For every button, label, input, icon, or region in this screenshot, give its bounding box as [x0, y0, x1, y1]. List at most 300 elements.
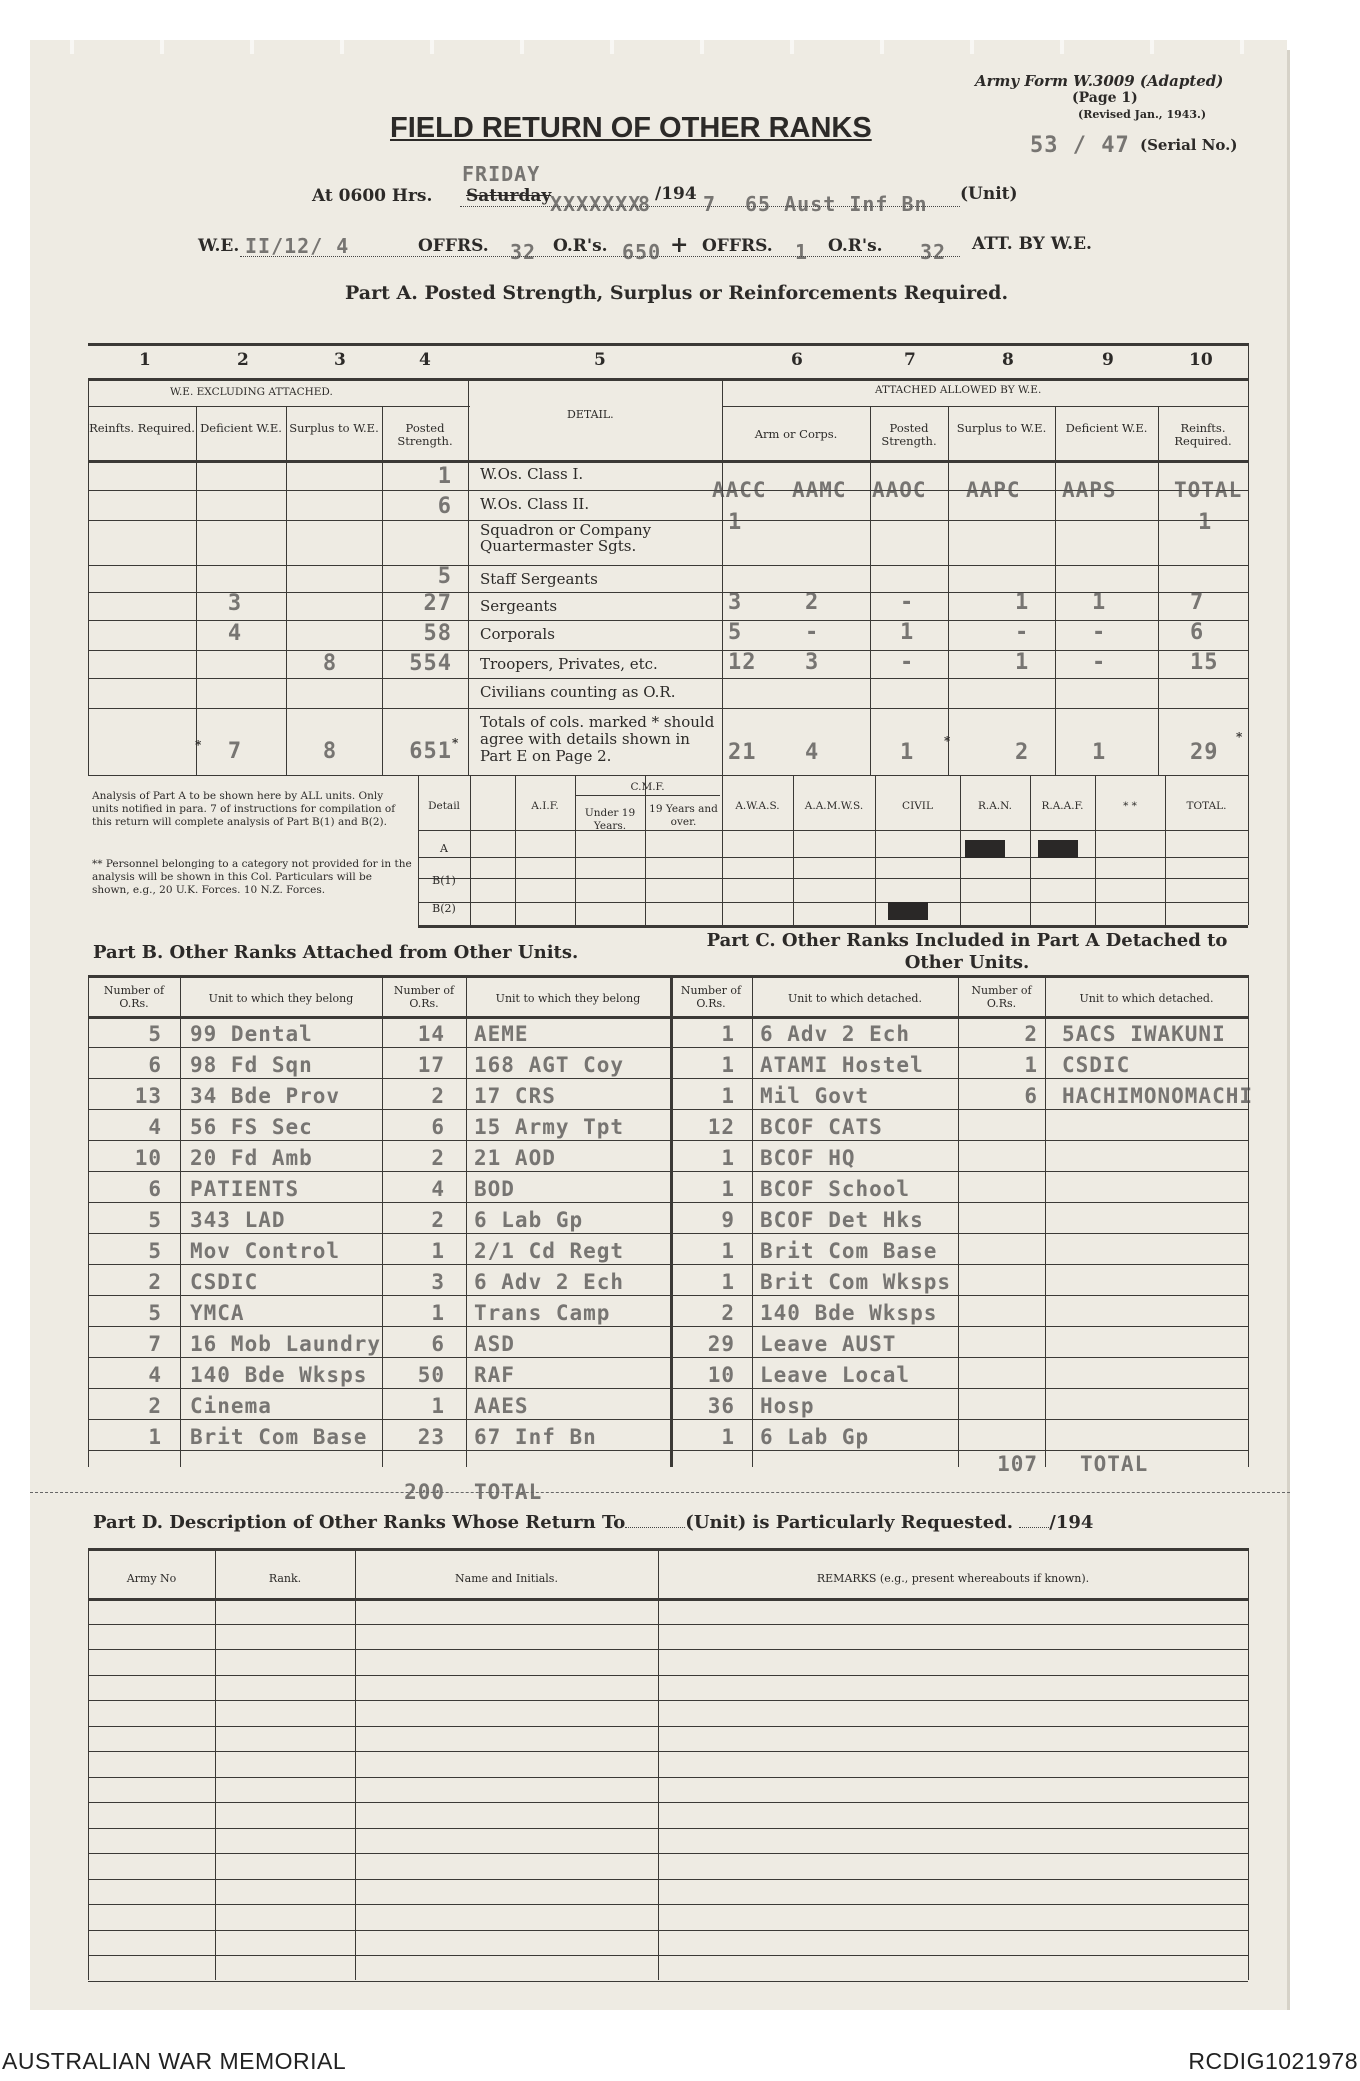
- count-typed: 1: [148, 1425, 162, 1449]
- offrs-typed: 32: [510, 240, 537, 264]
- form-title: FIELD RETURN OF OTHER RANKS: [390, 112, 872, 144]
- attached-value: -: [1015, 620, 1030, 645]
- rule: [875, 775, 876, 925]
- rule: [1248, 1548, 1249, 1980]
- column-header: Posted Strength.: [397, 421, 453, 448]
- rule: [88, 1357, 1248, 1358]
- rule: [88, 1233, 1248, 1234]
- rule: [88, 1981, 1248, 1982]
- unit-typed: Cinema: [190, 1394, 272, 1418]
- attached-value: 1: [1015, 590, 1030, 615]
- unit-typed: 99 Dental: [190, 1022, 313, 1046]
- rule: [88, 1675, 1248, 1676]
- bc-column-header: Number of O.Rs.: [971, 984, 1032, 1010]
- attached-value: 29: [1190, 740, 1219, 765]
- posted-strength-value: 27: [423, 591, 452, 616]
- unit-typed: 98 Fd Sqn: [190, 1053, 313, 1077]
- rule: [88, 975, 89, 1467]
- attached-value: 1: [900, 740, 915, 765]
- rule: [88, 1649, 1248, 1650]
- rule: [88, 1078, 1248, 1079]
- rule: [286, 406, 287, 775]
- detail-row-label: Civilians counting as O.R.: [480, 683, 676, 701]
- rule: [1165, 775, 1166, 925]
- rule: [88, 1264, 1248, 1265]
- posted-strength-value: 651: [409, 739, 452, 764]
- analysis-row-label: A: [440, 842, 448, 855]
- rule: [88, 1047, 1248, 1048]
- column-header: Surplus to W.E.: [956, 421, 1047, 435]
- count-typed: 2: [431, 1084, 445, 1108]
- count-typed: 13: [134, 1084, 162, 1108]
- count-typed: 50: [417, 1363, 445, 1387]
- count-typed: 1: [721, 1270, 735, 1294]
- count-typed: 9: [721, 1208, 735, 1232]
- rule: [88, 1879, 1248, 1880]
- rule: [722, 406, 1248, 407]
- part-b-heading: Part B. Other Ranks Attached from Other Units.: [93, 942, 579, 963]
- arm-corps-typed: AAPS: [1062, 478, 1117, 502]
- rule: [88, 1548, 1248, 1551]
- detail-row-label: Totals of cols. marked * should agree with details shown in Part E on Page 2.: [480, 713, 715, 765]
- unit-typed: Mil Govt: [760, 1084, 870, 1108]
- column-number: 8: [1002, 350, 1014, 370]
- rule: [1248, 775, 1249, 925]
- group-we-excluding: W.E. EXCLUDING ATTACHED.: [170, 386, 333, 398]
- unit-typed: CSDIC: [1062, 1053, 1131, 1077]
- detail-row-label: Staff Sergeants: [480, 570, 598, 588]
- unit-typed: 56 FS Sec: [190, 1115, 313, 1139]
- rule: [88, 1326, 1248, 1327]
- posted-strength-value: 58: [423, 621, 452, 646]
- star-mark: *: [944, 734, 951, 748]
- attached-value: 7: [1190, 590, 1205, 615]
- attached-value: -: [1092, 650, 1107, 675]
- rule: [418, 830, 1248, 831]
- bc-column-header: Number of O.Rs.: [393, 984, 455, 1010]
- count-typed: 6: [1024, 1084, 1038, 1108]
- unit-typed: 5ACS IWAKUNI: [1062, 1022, 1226, 1046]
- attached-value: -: [805, 620, 820, 645]
- we-typed: II/12/ 4: [245, 234, 350, 258]
- unit-typed: AEME: [474, 1022, 529, 1046]
- army-form-number: Army Form W.3009 (Adapted): [975, 72, 1224, 90]
- rule: [418, 902, 1248, 903]
- count-typed: 6: [148, 1053, 162, 1077]
- unit-typed: Mov Control: [190, 1239, 341, 1263]
- unit-typed: CSDIC: [190, 1270, 259, 1294]
- rule: [793, 775, 794, 925]
- arm-corps-typed: AAOC: [872, 478, 927, 502]
- rule: [88, 1777, 1248, 1778]
- rule: [88, 1140, 1248, 1141]
- rule: [88, 1295, 1248, 1296]
- count-typed: 23: [417, 1425, 445, 1449]
- category-note: ** Personnel belonging to a category not provided for in the analysis will be shown in this Col. Particulars will be shown, e.g., 20 U.K. Forces. 10 N.Z. Forces.: [92, 858, 412, 896]
- rule: [88, 460, 1248, 463]
- column-header: Posted Strength.: [881, 421, 937, 448]
- offrs-label: OFFRS.: [418, 236, 489, 256]
- count-typed: 2: [431, 1146, 445, 1170]
- total-label-typed: TOTAL: [1080, 1452, 1149, 1476]
- rule: [1055, 406, 1056, 775]
- unit-typed: BCOF HQ: [760, 1146, 856, 1170]
- unit-typed: 6 Lab Gp: [760, 1425, 870, 1449]
- detail-row-label: Corporals: [480, 625, 555, 643]
- arm-corps-typed: AACC: [712, 478, 767, 502]
- count-typed: 3: [431, 1270, 445, 1294]
- unit-typed: YMCA: [190, 1301, 245, 1325]
- analysis-header: R.A.N.: [977, 800, 1013, 812]
- count-typed: 1: [721, 1177, 735, 1201]
- rule: [752, 975, 753, 1467]
- arm-corps-typed: AAPC: [966, 478, 1021, 502]
- attached-value: 1: [900, 620, 915, 645]
- rule: [88, 1016, 1248, 1019]
- bc-column-header: Unit to which detached.: [1079, 992, 1214, 1005]
- count-typed: 6: [431, 1332, 445, 1356]
- count-typed: 1: [721, 1084, 735, 1108]
- serial-label: (Serial No.): [1140, 136, 1238, 154]
- deficient-value: 7: [227, 739, 243, 764]
- detail-row-label: Sergeants: [480, 597, 558, 615]
- detail-row-label: Squadron or Company Quartermaster Sgts.: [480, 521, 652, 555]
- analysis-header: R.A.A.F.: [1041, 800, 1084, 812]
- surplus-value: 8: [322, 651, 338, 676]
- rule: [88, 678, 1248, 679]
- column-header: Reinfts. Required.: [89, 421, 195, 435]
- rule: [1045, 975, 1046, 1467]
- column-header: Arm or Corps.: [754, 427, 838, 441]
- star-mark: *: [1236, 730, 1243, 744]
- total-typed: 107: [997, 1452, 1038, 1476]
- attached-value: 1: [1092, 590, 1107, 615]
- unit-typed: RAF: [474, 1363, 515, 1387]
- fold-line: [30, 1492, 1290, 1493]
- count-typed: 1: [431, 1239, 445, 1263]
- analysis-header: * *: [1123, 800, 1137, 812]
- page-number: (Page 1): [1072, 90, 1138, 106]
- rule: [88, 1450, 1248, 1451]
- rule: [180, 975, 181, 1467]
- rule: [88, 343, 1248, 346]
- rule: [418, 925, 1248, 928]
- analysis-header: 19 Years and over.: [649, 803, 718, 828]
- star-mark: *: [452, 736, 459, 750]
- attached-value: 15: [1190, 650, 1219, 675]
- unit-typed: Trans Camp: [474, 1301, 611, 1325]
- posted-strength-value: 6: [437, 494, 452, 519]
- count-typed: 4: [148, 1115, 162, 1139]
- detail-row-label: W.Os. Class II.: [480, 495, 590, 513]
- rule: [88, 1388, 1248, 1389]
- count-typed: 2: [1024, 1022, 1038, 1046]
- date-year-typed: 7: [703, 192, 717, 216]
- total-label-typed: TOTAL: [474, 1480, 543, 1504]
- unit-typed: 15 Army Tpt: [474, 1115, 625, 1139]
- attached-value: 2: [1015, 740, 1030, 765]
- rule: [88, 378, 1248, 381]
- rule: [88, 1904, 1248, 1905]
- count-typed: 1: [721, 1022, 735, 1046]
- unit-typed: BOD: [474, 1177, 515, 1201]
- rule: [88, 1802, 1248, 1803]
- unit-typed: Leave Local: [760, 1363, 911, 1387]
- part-d-column-header: Name and Initials.: [455, 1572, 558, 1585]
- attached-value: 3: [805, 650, 820, 675]
- unit-typed: 67 Inf Bn: [474, 1425, 597, 1449]
- unit-typed: 6 Adv 2 Ech: [760, 1022, 911, 1046]
- column-number: 6: [791, 350, 803, 370]
- count-typed: 7: [148, 1332, 162, 1356]
- posted-strength-value: 554: [409, 651, 452, 676]
- analysis-header: Under 19 Years.: [584, 807, 636, 832]
- analysis-row-label: B(2): [432, 902, 456, 915]
- rule: [645, 775, 646, 925]
- rule: [575, 795, 720, 796]
- date-year: /194: [655, 184, 697, 204]
- count-typed: 1: [431, 1301, 445, 1325]
- unit-typed: PATIENTS: [190, 1177, 300, 1201]
- analysis-header-cmf: C.M.F.: [630, 781, 665, 793]
- unit-typed: BCOF CATS: [760, 1115, 883, 1139]
- unit-typed: Hosp: [760, 1394, 815, 1418]
- attached-value: -: [1092, 620, 1107, 645]
- analysis-header: CIVIL: [902, 800, 933, 812]
- rule: [870, 406, 871, 775]
- unit-typed: Brit Com Base: [760, 1239, 938, 1263]
- count-typed: 1: [721, 1146, 735, 1170]
- count-typed: 5: [148, 1239, 162, 1263]
- rule: [215, 1548, 216, 1980]
- attached-value: 3: [728, 590, 743, 615]
- rule: [88, 1751, 1248, 1752]
- unit-typed: Brit Com Base: [190, 1425, 368, 1449]
- unit-typed: 34 Bde Prov: [190, 1084, 341, 1108]
- rule: [88, 1419, 1248, 1420]
- unit-typed: BCOF School: [760, 1177, 911, 1201]
- part-d-column-header: Rank.: [268, 1572, 302, 1585]
- count-typed: 4: [148, 1363, 162, 1387]
- ors-label: O.R's.: [553, 236, 608, 256]
- day-struck: XXXXXXX: [550, 192, 642, 216]
- plus-sign: +: [670, 232, 689, 258]
- unit-typed: 168 AGT Coy: [474, 1053, 625, 1077]
- count-typed: 1: [721, 1239, 735, 1263]
- rule: [1158, 406, 1159, 775]
- analysis-header: A.W.A.S.: [735, 800, 780, 812]
- bc-column-header: Unit to which they belong: [208, 992, 354, 1005]
- count-typed: 1: [1024, 1053, 1038, 1077]
- rule: [418, 878, 1248, 879]
- part-d-column-header: Army No: [126, 1572, 177, 1585]
- att-by-we: ATT. BY W.E.: [972, 234, 1092, 254]
- rule: [88, 1828, 1248, 1829]
- revised-date: (Revised Jan., 1943.): [1078, 108, 1207, 121]
- date-month-typed: 8: [638, 192, 652, 216]
- column-number: 4: [419, 350, 431, 370]
- column-number: 7: [904, 350, 916, 370]
- rule: [88, 1955, 1248, 1956]
- rule: [88, 650, 1248, 651]
- bc-column-header: Number of O.Rs.: [103, 984, 165, 1010]
- rule: [470, 775, 471, 925]
- rule: [88, 1202, 1248, 1203]
- unit-typed: 16 Mob Laundry: [190, 1332, 382, 1356]
- unit-typed: AAES: [474, 1394, 529, 1418]
- count-typed: 2: [148, 1270, 162, 1294]
- part-c-heading: Part C. Other Ranks Included in Part A Detached to Other Units.: [706, 930, 1228, 973]
- count-typed: 4: [431, 1177, 445, 1201]
- unit-typed: 2/1 Cd Regt: [474, 1239, 625, 1263]
- rule: [88, 1624, 1248, 1625]
- group-attached: ATTACHED ALLOWED BY W.E.: [875, 384, 1042, 396]
- rule: [88, 975, 1248, 978]
- rule: [958, 975, 959, 1467]
- bc-column-header: Unit to which detached.: [788, 992, 922, 1005]
- detail-header: DETAIL.: [567, 408, 614, 421]
- attached-value: -: [900, 590, 915, 615]
- column-number: 9: [1102, 350, 1114, 370]
- rule: [1095, 775, 1096, 925]
- count-typed: 2: [148, 1394, 162, 1418]
- arm-corps-typed: TOTAL: [1174, 478, 1243, 502]
- count-typed: 1: [721, 1053, 735, 1077]
- deficient-value: 3: [227, 591, 243, 616]
- rule: [722, 775, 723, 925]
- we-label: W.E.: [198, 236, 240, 256]
- total-typed: 200: [404, 1480, 445, 1504]
- column-number: 1: [139, 350, 151, 370]
- rule: [1030, 775, 1031, 925]
- at-hrs-label: At 0600 Hrs.: [312, 186, 433, 206]
- redaction-box: [1038, 840, 1078, 858]
- arm-corps-typed: AAMC: [792, 478, 847, 502]
- unit-typed: 21 AOD: [474, 1146, 556, 1170]
- column-number: 10: [1189, 350, 1213, 370]
- unit-typed: ASD: [474, 1332, 515, 1356]
- unit-typed: Leave AUST: [760, 1332, 897, 1356]
- attached-value: 2: [805, 590, 820, 615]
- column-number: 3: [334, 350, 346, 370]
- rule: [960, 775, 961, 925]
- posted-strength-value: 1: [437, 464, 452, 489]
- count-typed: 14: [417, 1022, 445, 1046]
- rule: [88, 775, 1248, 776]
- star-mark: *: [195, 738, 202, 752]
- bc-column-header: Number of O.Rs.: [680, 984, 742, 1010]
- rule: [88, 520, 1248, 521]
- attached-value: -: [900, 650, 915, 675]
- column-header: Deficient W.E.: [1065, 421, 1148, 435]
- rule: [575, 775, 576, 925]
- count-typed: 2: [431, 1208, 445, 1232]
- day-typed: FRIDAY: [462, 162, 541, 186]
- rule: [88, 1171, 1248, 1172]
- footer-right: RCDIG1021978: [1188, 2048, 1358, 2074]
- count-typed: 17: [417, 1053, 445, 1077]
- rule: [418, 857, 1248, 858]
- unit-typed: BCOF Det Hks: [760, 1208, 924, 1232]
- unit-label: (Unit): [960, 184, 1018, 204]
- rule: [196, 406, 197, 775]
- count-typed: 5: [148, 1208, 162, 1232]
- day-printed: Saturday: [466, 186, 552, 206]
- unit-typed: 343 LAD: [190, 1208, 286, 1232]
- count-typed: 1: [721, 1425, 735, 1449]
- count-typed: 12: [707, 1115, 735, 1139]
- attached-value: 4: [805, 740, 820, 765]
- analysis-note: Analysis of Part A to be shown here by ALL units. Only units notified in para. 7 of instructions for compilation of this return will complete analysis of Part B(1) and B(2).: [92, 790, 396, 828]
- analysis-header: A.I.F.: [531, 800, 559, 812]
- bc-column-header: Unit to which they belong: [495, 992, 641, 1005]
- count-typed: 2: [721, 1301, 735, 1325]
- serial-typed: 53 / 47: [1030, 133, 1130, 158]
- unit-typed: 20 Fd Amb: [190, 1146, 313, 1170]
- count-typed: 36: [707, 1394, 735, 1418]
- unit-typed: 6 Adv 2 Ech: [474, 1270, 625, 1294]
- unit-typed: Brit Com Wksps: [760, 1270, 952, 1294]
- column-number: 2: [237, 350, 249, 370]
- unit-typed: 140 Bde Wksps: [190, 1363, 368, 1387]
- rule: [88, 1700, 1248, 1701]
- rule: [1248, 975, 1249, 1467]
- surplus-value: 8: [322, 739, 338, 764]
- rule: [948, 406, 949, 775]
- detail-row-label: W.Os. Class I.: [480, 465, 584, 483]
- unit-typed: 6 Lab Gp: [474, 1208, 584, 1232]
- attached-value: 6: [1190, 620, 1205, 645]
- count-typed: 6: [148, 1177, 162, 1201]
- analysis-header: Detail: [428, 800, 460, 812]
- rule: [88, 1853, 1248, 1854]
- rule: [88, 708, 1248, 709]
- rule: [88, 1930, 1248, 1931]
- footer-left: AUSTRALIAN WAR MEMORIAL: [2, 2048, 347, 2074]
- count-typed: 6: [431, 1115, 445, 1139]
- rule: [88, 565, 1248, 566]
- rule: [1248, 343, 1249, 775]
- analysis-header: A.A.M.W.S.: [804, 800, 864, 812]
- part-a-heading: Part A. Posted Strength, Surplus or Reinforcements Required.: [345, 282, 1009, 304]
- column-header: Surplus to W.E.: [289, 421, 379, 435]
- rule: [658, 1548, 659, 1980]
- redaction-box: [888, 902, 928, 920]
- unit-typed: 140 Bde Wksps: [760, 1301, 938, 1325]
- ors-typed: 650: [622, 240, 662, 264]
- detail-row-label: Troopers, Privates, etc.: [480, 655, 658, 673]
- attached-value: 1: [1015, 650, 1030, 675]
- count-typed: 1: [431, 1394, 445, 1418]
- count-typed: 10: [707, 1363, 735, 1387]
- attached-value: 1: [728, 510, 743, 535]
- posted-strength-value: 5: [437, 564, 452, 589]
- analysis-header: TOTAL.: [1186, 800, 1227, 812]
- unit-typed: HACHIMONOMACHI: [1062, 1084, 1254, 1108]
- count-typed: 29: [707, 1332, 735, 1356]
- rule: [88, 1598, 1248, 1601]
- attached-value: 21: [728, 740, 757, 765]
- rule: [88, 406, 470, 407]
- unit-typed: ATAMI Hostel: [760, 1053, 924, 1077]
- attached-value: 5: [728, 620, 743, 645]
- column-header: Reinfts. Required.: [1174, 421, 1232, 448]
- rule: [88, 1109, 1248, 1110]
- rule: [88, 378, 89, 775]
- rule: [515, 775, 516, 925]
- ors2-typed: 32: [920, 240, 947, 264]
- unit-typed: 17 CRS: [474, 1084, 556, 1108]
